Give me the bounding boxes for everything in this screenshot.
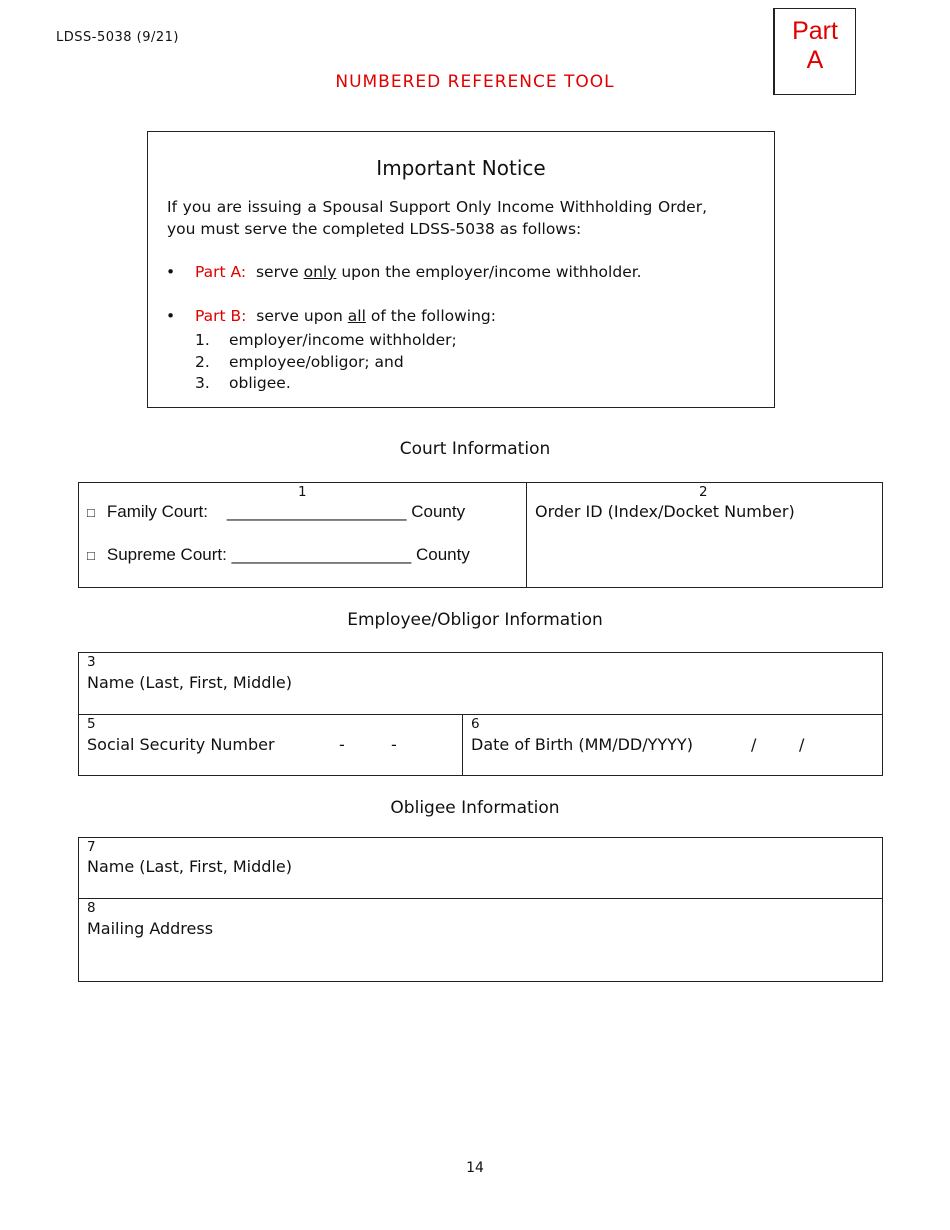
dob-separator: / <box>751 735 757 754</box>
mailing-address-field[interactable]: Mailing Address <box>87 919 214 938</box>
field-number: 3 <box>87 654 96 670</box>
checkbox-icon[interactable]: □ <box>87 505 95 520</box>
supreme-court-county-blank[interactable]: ___________________ <box>231 545 412 564</box>
notice-body: If you are issuing a Spousal Support Only Income Withholding Order, you must serve the completed LDSS-5038 as follows: <box>167 198 707 238</box>
obligee-section-title: Obligee Information <box>390 798 560 818</box>
notice-title: Important Notice <box>376 156 546 180</box>
obligor-info-table <box>78 652 883 776</box>
list-item: 1. employer/income withholder; <box>195 331 457 349</box>
part-b-emphasis: all <box>347 307 366 325</box>
part-a-label: Part A: <box>195 263 247 281</box>
field-number: 8 <box>87 900 96 916</box>
court-info-table <box>78 482 883 588</box>
field-number: 5 <box>87 716 96 732</box>
checkbox-icon[interactable]: □ <box>87 548 95 563</box>
part-label-line1: Part <box>792 17 838 45</box>
dob-field[interactable]: Date of Birth (MM/DD/YYYY) <box>471 735 693 754</box>
dob-separator: / <box>799 735 805 754</box>
part-b-list <box>195 330 457 395</box>
bullet-icon: • <box>166 307 176 325</box>
court-section-title: Court Information <box>399 439 551 459</box>
obligee-info-table <box>78 837 883 982</box>
page-number: 14 <box>466 1160 484 1176</box>
supreme-court-row[interactable] <box>87 545 470 565</box>
ssn-separator: - <box>339 735 345 754</box>
obligee-name-field[interactable]: Name (Last, First, Middle) <box>87 857 292 876</box>
supreme-court-label: Supreme Court: <box>106 545 227 564</box>
ssn-separator: - <box>391 735 397 754</box>
obligor-name-field[interactable]: Name (Last, First, Middle) <box>87 673 292 692</box>
field-number: 6 <box>471 716 480 732</box>
field-number: 2 <box>699 484 708 500</box>
column-divider <box>462 714 463 775</box>
part-label-line2: A <box>806 46 824 74</box>
part-b-label: Part B: <box>195 307 247 325</box>
part-a-pre: serve <box>255 263 299 281</box>
family-court-label: Family Court: <box>106 502 208 521</box>
obligor-section-title: Employee/Obligor Information <box>347 610 603 630</box>
important-notice-box <box>147 131 775 408</box>
ssn-field[interactable]: Social Security Number <box>87 735 275 754</box>
field-number: 7 <box>87 839 96 855</box>
family-court-row[interactable] <box>87 502 465 522</box>
field-number: 1 <box>298 484 307 500</box>
part-a-post: upon the employer/income withholder. <box>341 263 642 281</box>
part-b-pre: serve upon <box>256 307 343 325</box>
bullet-icon: • <box>166 263 176 281</box>
list-item: 2. employee/obligor; and <box>195 352 404 371</box>
family-court-county-blank[interactable]: ___________________ <box>226 502 407 521</box>
page-title: NUMBERED REFERENCE TOOL <box>335 72 615 92</box>
part-b-post: of the following: <box>370 307 496 325</box>
row-divider <box>79 898 882 899</box>
county-label: County <box>415 545 470 564</box>
column-divider <box>526 483 527 587</box>
part-a-emphasis: only <box>303 263 337 281</box>
form-id: LDSS-5038 (9/21) <box>56 30 180 45</box>
list-item: 3. obligee. <box>195 374 291 392</box>
county-label: County <box>411 502 466 521</box>
row-divider <box>79 714 882 715</box>
order-id-field[interactable]: Order ID (Index/Docket Number) <box>535 502 795 521</box>
